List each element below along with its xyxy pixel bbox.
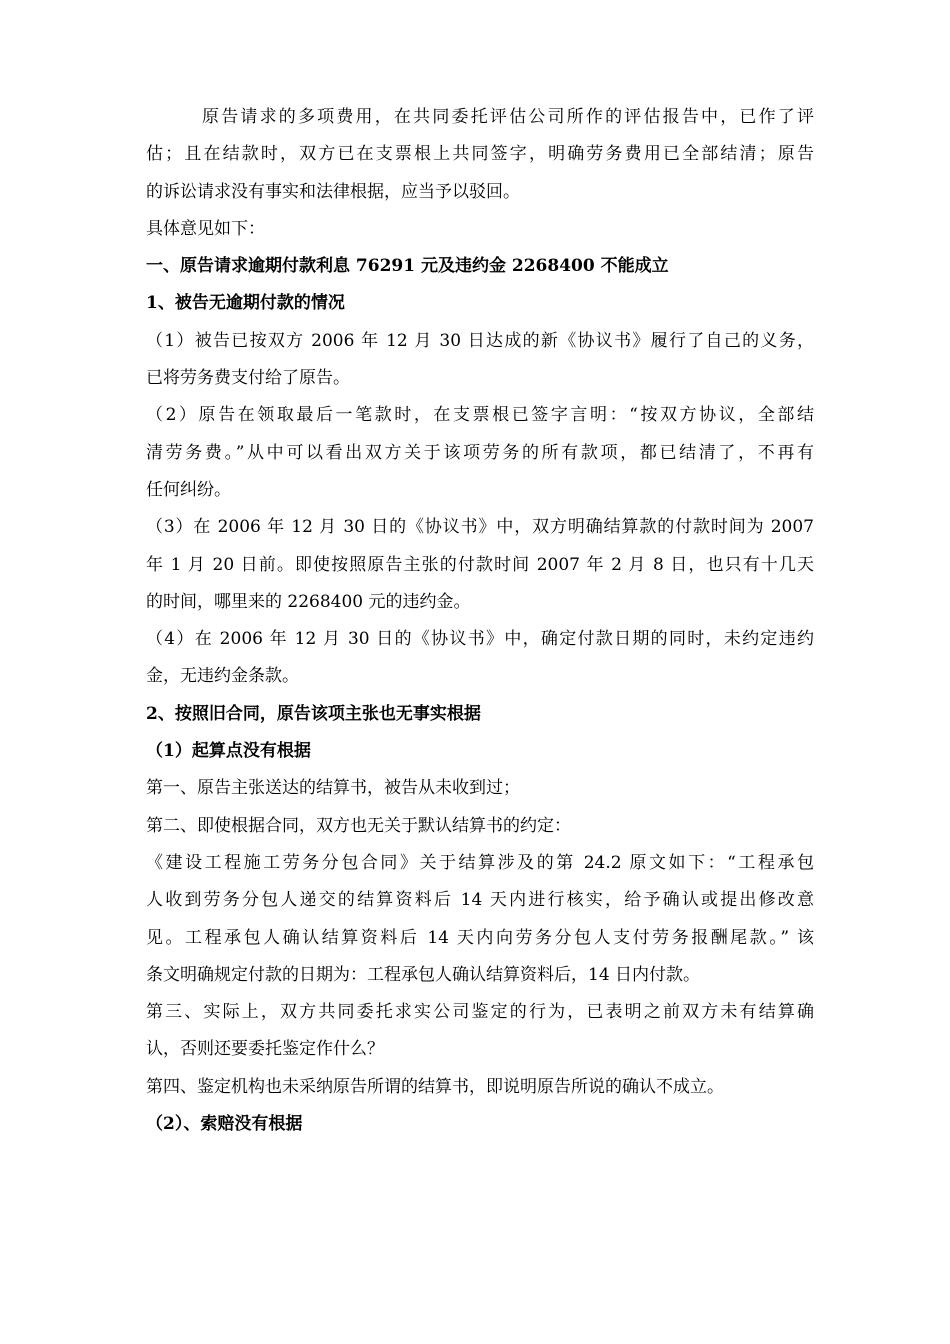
subsection-heading-1: 1、被告无逾期付款的情况 xyxy=(146,293,345,314)
text-line: 清劳务费。”从中可以看出双方关于该项劳务的所有款项，都已结清了，不再有 xyxy=(146,442,814,463)
argument-first: 第一、原告主张送达的结算书，被告从未收到过； xyxy=(146,778,520,799)
text-line: 见。工程承包人确认结算资料后 14 天内向劳务分包人支付劳务报酬尾款。” 该 xyxy=(146,927,814,948)
text-line: 估；且在结款时，双方已在支票根上共同签字，明确劳务费用已全部结清；原告 xyxy=(146,144,814,165)
text-line: 的诉讼请求没有事实和法律根据，应当予以驳回。 xyxy=(146,181,520,202)
text-line: 人收到劳务分包人递交的结算资料后 14 天内进行核实，给予确认或提出修改意 xyxy=(146,890,814,911)
text-line: 的时间，哪里来的 2268400 元的违约金。 xyxy=(146,591,471,612)
text-line: 原告请求的多项费用，在共同委托评估公司所作的评估报告中，已作了评 xyxy=(202,107,814,127)
text-line: 《建设工程施工劳务分包合同》关于结算涉及的第 24.2 原文如下：“工程承包 xyxy=(146,852,814,873)
subsection-heading-2: 2、按照旧合同，原告该项主张也无事实根据 xyxy=(146,703,481,724)
text-line: 条文明确规定付款的日期为：工程承包人确认结算资料后，14 日内付款。 xyxy=(146,964,701,985)
text-line: 认，否则还要委托鉴定作什么？ xyxy=(146,1039,384,1060)
text-line: 金，无违约金条款。 xyxy=(146,666,299,687)
sub-point-heading-1: （1）起算点没有根据 xyxy=(146,741,311,762)
point-3-paragraph xyxy=(146,509,814,621)
opinion-intro: 具体意见如下： xyxy=(146,218,265,239)
text-line: （1）被告已按双方 2006 年 12 月 30 日达成的新《协议书》履行了自己的义务， xyxy=(146,330,814,351)
document-page xyxy=(146,99,814,1143)
contract-quote-paragraph xyxy=(146,845,814,994)
argument-fourth: 第四、鉴定机构也未采纳原告所谓的结算书，即说明原告所说的确认不成立。 xyxy=(146,1076,724,1097)
point-4-paragraph xyxy=(146,621,814,696)
argument-second: 第二、即使根据合同，双方也无关于默认结算书的约定： xyxy=(146,815,571,836)
text-line: （3）在 2006 年 12 月 30 日的《协议书》中，双方明确结算款的付款时间为 2007 xyxy=(146,517,814,538)
text-line: （4）在 2006 年 12 月 30 日的《协议书》中，确定付款日期的同时，未约定违约 xyxy=(146,629,814,650)
section-heading-1: 一、原告请求逾期付款利息 76291 元及违约金 2268400 不能成立 xyxy=(146,256,669,277)
sub-point-heading-2: （2）、索赔没有根据 xyxy=(146,1114,303,1135)
text-line: 任何纠纷。 xyxy=(146,479,231,500)
text-line: 第三、实际上，双方共同委托求实公司鉴定的行为，已表明之前双方未有结算确 xyxy=(146,1002,814,1023)
argument-third xyxy=(146,994,814,1069)
point-2-paragraph xyxy=(146,397,814,509)
intro-paragraph xyxy=(146,99,814,211)
text-line: 年 1 月 20 日前。即使按照原告主张的付款时间 2007 年 2 月 8 日，也只有十几天 xyxy=(146,554,814,575)
point-1-paragraph xyxy=(146,323,814,398)
text-line: （2）原告在领取最后一笔款时，在支票根已签字言明：“按双方协议，全部结 xyxy=(146,405,814,426)
text-line: 已将劳务费支付给了原告。 xyxy=(146,368,350,389)
